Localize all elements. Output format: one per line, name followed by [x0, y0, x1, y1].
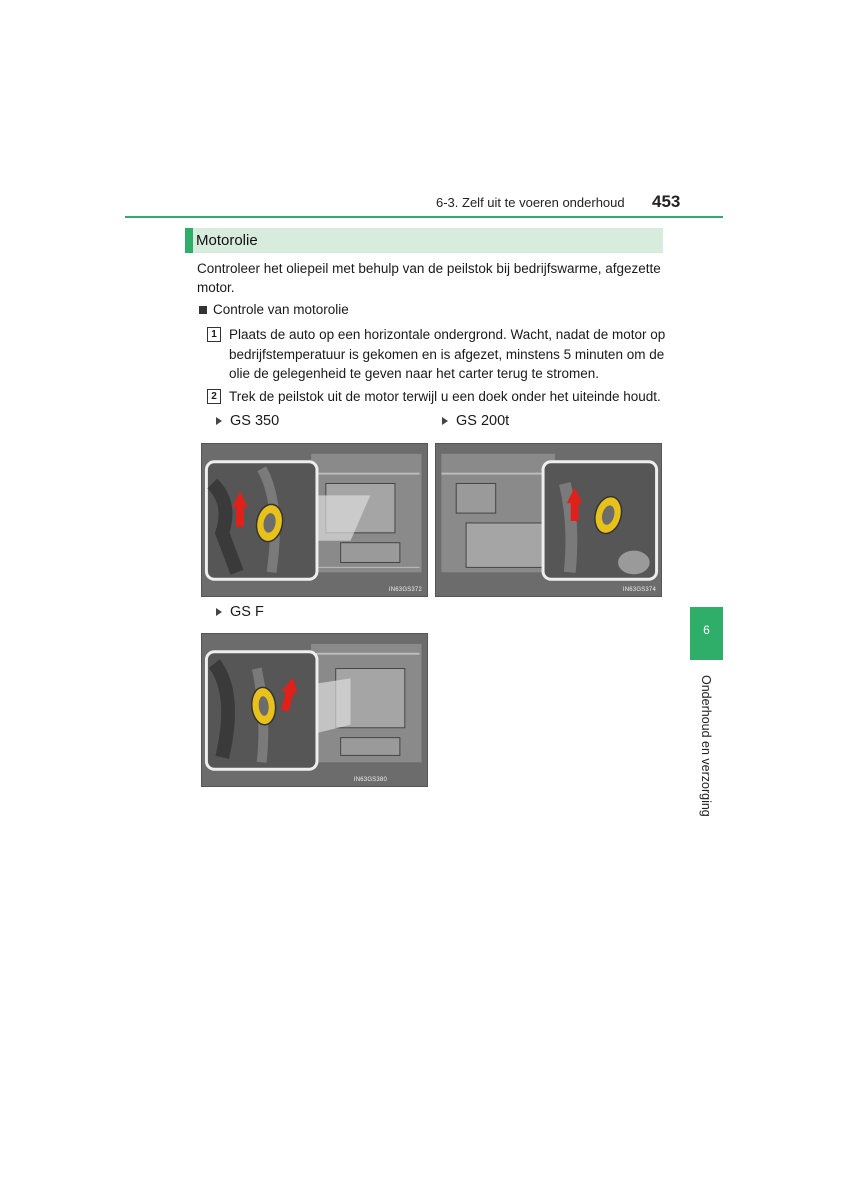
figure-label-gsf: GS F: [216, 604, 264, 620]
step-2: [207, 387, 669, 407]
chapter-tab: [690, 607, 723, 660]
step-text: Plaats de auto op een horizontale ondergrond. Wacht, nadat de motor op bedrijfstemperatuur is gekomen en is afgezet, minstens 5 minuten om de olie de gelegenheid te geven naar het carter terug te stromen.: [229, 327, 666, 381]
engine-bay-figure-gsf: [201, 633, 428, 787]
step-1: [207, 325, 669, 384]
step-text: Trek de peilstok uit de motor terwijl u een doek onder het uiteinde houdt.: [229, 389, 661, 404]
header-section-title: 6-3. Zelf uit te voeren onderhoud: [436, 195, 625, 210]
square-bullet-icon: [199, 306, 207, 314]
triangle-bullet-icon: [216, 608, 222, 616]
subheading: [199, 302, 349, 317]
section-title: Motorolie: [196, 232, 258, 249]
figure-label-gs350: GS 350: [216, 413, 279, 429]
figure-code: IN63GS374: [622, 587, 656, 593]
engine-bay-illustration: [202, 444, 427, 596]
figure-label-gs200t: GS 200t: [442, 413, 509, 429]
page-number: 453: [652, 192, 681, 211]
triangle-bullet-icon: [216, 417, 222, 425]
chapter-label: Onderhoud en verzorging: [699, 675, 713, 817]
engine-bay-illustration: [202, 634, 427, 786]
engine-bay-illustration: [436, 444, 661, 596]
chapter-number: 6: [703, 623, 710, 637]
figure-code: IN63GS380: [353, 777, 387, 783]
engine-bay-figure-gs200t: [435, 443, 662, 597]
triangle-bullet-icon: [442, 417, 448, 425]
step-number-box: 1: [207, 327, 221, 342]
figure-code: IN63GS372: [388, 587, 422, 593]
header-rule: [125, 216, 723, 218]
step-number-box: 2: [207, 389, 221, 404]
subheading-text: Controle van motorolie: [213, 302, 349, 317]
engine-bay-figure-gs350: [201, 443, 428, 597]
intro-paragraph: Controleer het oliepeil met behulp van de peilstok bij bedrijfswarme, afgezette motor.: [197, 261, 661, 295]
